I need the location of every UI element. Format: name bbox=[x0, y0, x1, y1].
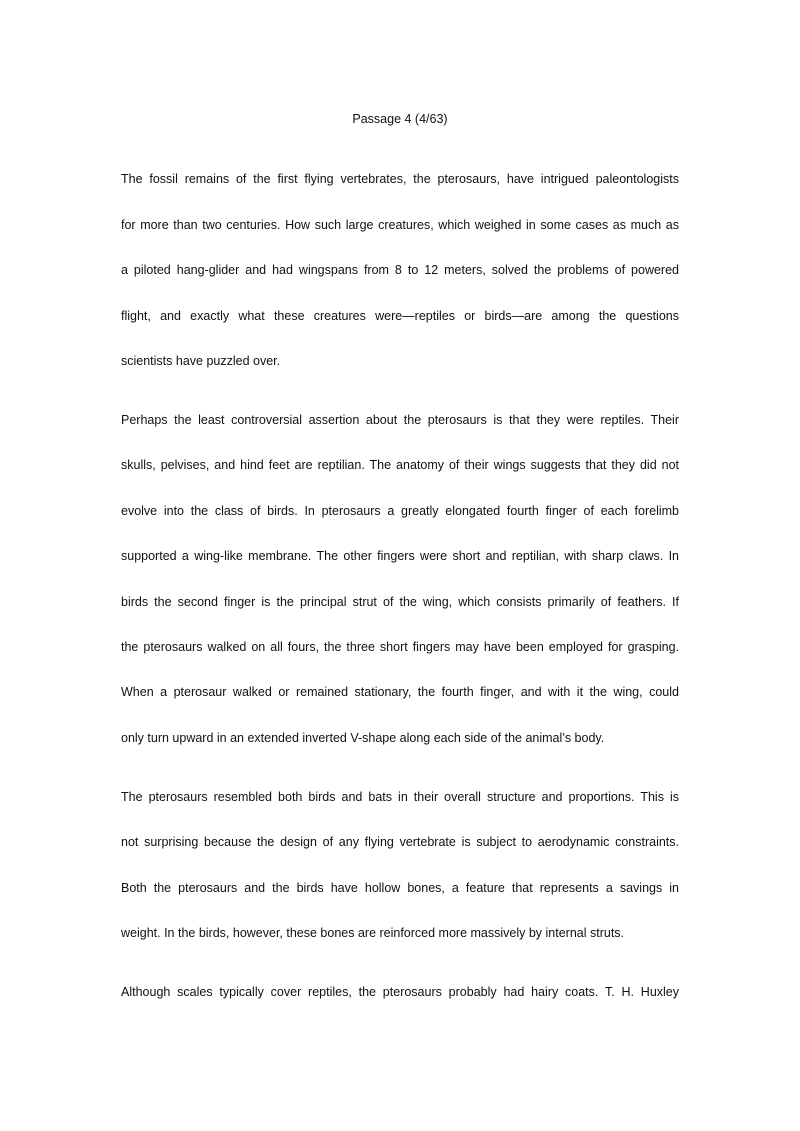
text-line: a piloted hang-glider and had wingspans from 8 to 12 meters, solved the problems of powered bbox=[121, 263, 679, 277]
text-line: scientists have puzzled over. bbox=[121, 354, 281, 368]
text-line: The pterosaurs resembled both birds and bats in their overall structure and proportions. This is bbox=[121, 790, 679, 804]
text-line: birds the second finger is the principal strut of the wing, which consists primarily of feathers. If bbox=[121, 595, 679, 609]
text-line: the pterosaurs walked on all fours, the three short fingers may have been employed for grasping. bbox=[121, 640, 679, 654]
text-line: not surprising because the design of any flying vertebrate is subject to aerodynamic constraints. bbox=[121, 835, 679, 849]
text-line: weight. In the birds, however, these bones are reinforced more massively by internal struts. bbox=[121, 926, 625, 940]
text-line: supported a wing-like membrane. The other fingers were short and reptilian, with sharp claws. In bbox=[121, 549, 679, 563]
text-line: flight, and exactly what these creatures were—reptiles or birds—are among the questions bbox=[121, 309, 679, 323]
text-line: When a pterosaur walked or remained stationary, the fourth finger, and with it the wing, could bbox=[121, 685, 679, 699]
text-line: Perhaps the least controversial assertion about the pterosaurs is that they were reptiles. Their bbox=[121, 413, 679, 427]
text-line: only turn upward in an extended inverted V-shape along each side of the animal’s body. bbox=[121, 731, 605, 745]
text-line: for more than two centuries. How such large creatures, which weighed in some cases as much as bbox=[121, 218, 679, 232]
text-line: Both the pterosaurs and the birds have hollow bones, a feature that represents a savings in bbox=[121, 881, 679, 895]
text-line: evolve into the class of birds. In pterosaurs a greatly elongated fourth finger of each forelimb bbox=[121, 504, 679, 518]
text-line: Although scales typically cover reptiles, the pterosaurs probably had hairy coats. T. H. Huxley bbox=[121, 985, 679, 999]
text-line: skulls, pelvises, and hind feet are reptilian. The anatomy of their wings suggests that they did not bbox=[121, 458, 679, 472]
text-line: The fossil remains of the first flying vertebrates, the pterosaurs, have intrigued paleontologists bbox=[121, 172, 679, 186]
passage-title: Passage 4 (4/63) bbox=[352, 112, 448, 126]
